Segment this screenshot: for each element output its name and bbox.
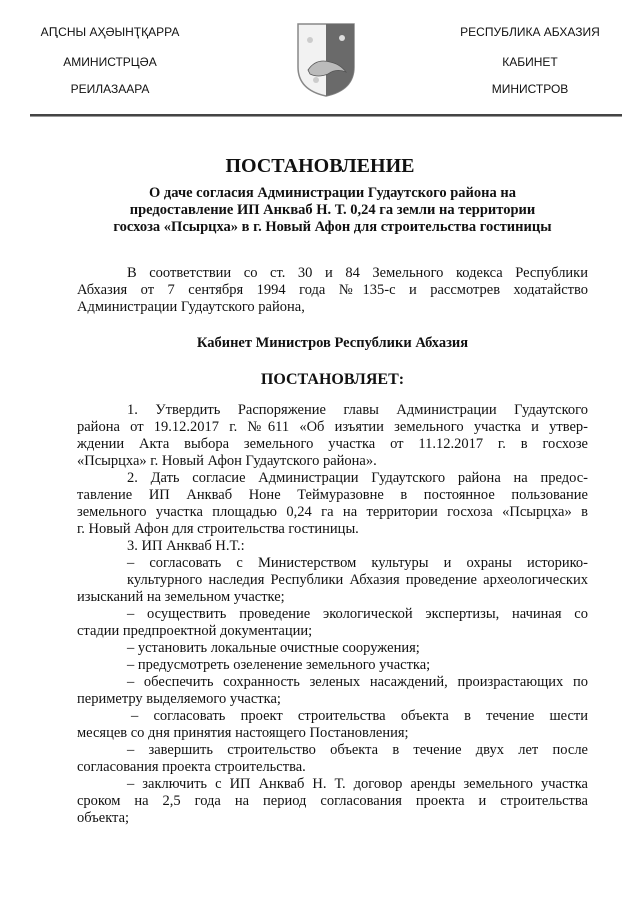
resolution-body	[77, 402, 588, 827]
body-line: стадии предпроектной документации;	[77, 623, 313, 639]
authority-text: Кабинет Министров Республики Абхазия	[196, 335, 469, 351]
subtitle-line: О даче согласия Администрации Гудаутского района на	[149, 185, 516, 201]
body-line: района от 19.12.2017 г. №611 «Об изъятии земельного участка и утвер-	[77, 419, 588, 435]
header-right-line: РЕСПУБЛИКА АБХАЗИЯ	[460, 25, 600, 39]
body-line: 1. Утвердить Распоряжение главы Администрации Гудаутского	[127, 402, 588, 418]
body-line: «Псырцха» г. Новый Афон Гудаутского района».	[77, 453, 377, 469]
body-line: – установить локальные очистные сооружения;	[127, 640, 420, 656]
body-line: – завершить строительство объекта в течение двух лет после	[127, 742, 588, 758]
document-subtitle	[77, 185, 588, 236]
body-line: 3. ИП Анкваб Н.Т.:	[127, 538, 245, 554]
header-divider	[30, 114, 622, 117]
document-title: ПОСТАНОВЛЕНИЕ	[225, 155, 415, 177]
body-line: тавление ИП Анкваб Ноне Теймуразовне в постоянное пользование	[77, 487, 588, 503]
body-line: – обеспечить сохранность зеленых насаждений, произрастающих по	[127, 674, 588, 690]
body-line: земельного участка площадью 0,24 га на территории госхоза «Псырцха» в	[77, 504, 588, 520]
body-line: г. Новый Афон для строительства гостиницы.	[77, 521, 359, 537]
body-line: ждении Акта выбора земельного участка от 11.12.2017 г. в госхозе	[77, 436, 588, 452]
resolves-text: ПОСТАНОВЛЯЕТ:	[260, 371, 405, 388]
authority	[77, 335, 588, 352]
body-line: – предусмотреть озеленение земельного участка;	[127, 657, 431, 673]
body-line: культурного наследия Республики Абхазия проведение археологических	[127, 572, 588, 588]
header-right-line: МИНИСТРОВ	[491, 82, 569, 96]
header-right-line: КАБИНЕТ	[502, 55, 558, 69]
body-line: – согласовать проект строительства объекта в течение шести	[131, 708, 588, 724]
body-line: периметру выделяемого участка;	[77, 691, 281, 707]
body-line: – заключить с ИП Анкваб Н. Т. договор аренды земельного участка	[127, 776, 588, 792]
body-line: согласования проекта строительства.	[77, 759, 306, 775]
header-left-line: АМИНИСТРЦӘА	[63, 55, 157, 69]
body-line: сроком на 2,5 года на период согласования проекта и строительства	[77, 793, 588, 809]
coat-of-arms-emblem	[296, 22, 356, 98]
body-line: месяцев со дня принятия настоящего Постановления;	[77, 725, 409, 741]
preamble-line: Абхазия от 7 сентября 1994 года №135-с и рассмотрев ходатайство	[77, 282, 588, 298]
body-line: изысканий на земельном участке;	[77, 589, 285, 605]
body-line: объекта;	[77, 810, 130, 826]
subtitle-line: госхоза «Псырцха» в г. Новый Афон для строительства гостиницы	[113, 219, 552, 235]
header-left-line: РЕИЛАЗААРА	[70, 82, 150, 96]
preamble	[77, 265, 588, 316]
preamble-line: В соответствии со ст. 30 и 84 Земельного кодекса Республики	[127, 265, 588, 281]
header-right	[430, 25, 630, 96]
body-line: 2. Дать согласие Администрации Гудаутского района на предос-	[127, 470, 588, 486]
header-left-line: АԤСНЫ АҲӘЫНҬҚАРРА	[40, 25, 180, 39]
body-line: – согласовать с Министерством культуры и охраны историко-	[127, 555, 588, 571]
subtitle-line: предоставление ИП Анкваб Н. Т. 0,24 га земли на территории	[129, 202, 536, 218]
body-line: – осуществить проведение экологической экспертизы, начиная со	[127, 606, 588, 622]
resolves-heading	[77, 371, 588, 388]
header-left	[10, 25, 210, 96]
preamble-line: Администрации Гудаутского района,	[77, 299, 305, 315]
